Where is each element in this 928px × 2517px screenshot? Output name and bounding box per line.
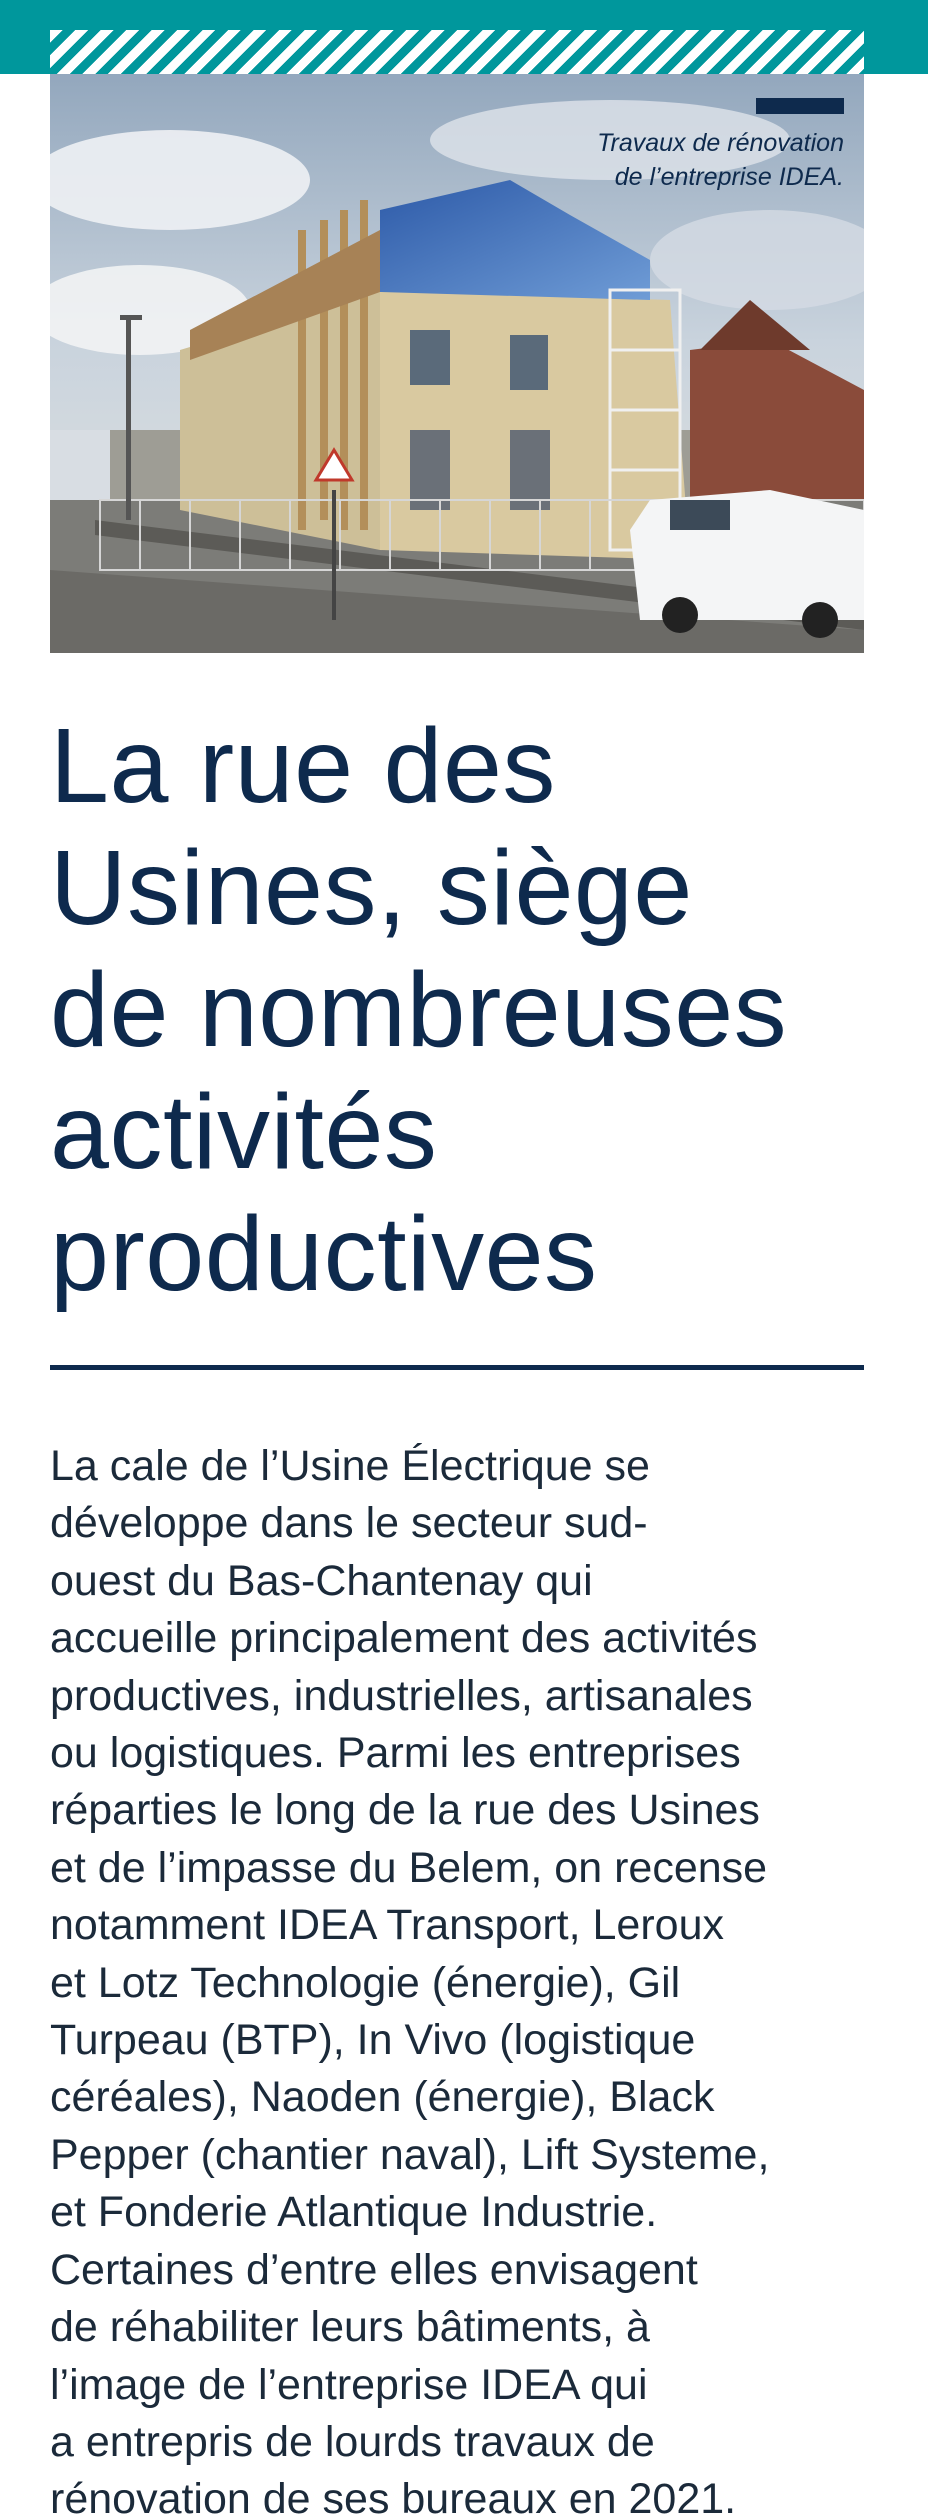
decorative-stripe-band	[50, 30, 864, 74]
title-line: productives	[50, 1195, 598, 1313]
body-line: Certaines d’entre elles envisagent	[50, 2245, 698, 2294]
body-line: ou logistiques. Parmi les entreprises	[50, 1729, 741, 1778]
body-line: et de l’impasse du Belem, on recense	[50, 1843, 768, 1892]
body-line: réparties le long de la rue des Usines	[50, 1786, 760, 1835]
body-line: Pepper (chantier naval), Lift Systeme,	[50, 2130, 770, 2179]
body-line: de réhabiliter leurs bâtiments, à	[50, 2303, 650, 2352]
body-line: céréales), Naoden (énergie), Black	[50, 2073, 715, 2122]
body-line: Turpeau (BTP), In Vivo (logistique	[50, 2016, 696, 2065]
title-line: de nombreuses	[50, 951, 788, 1069]
body-line: accueille principalement des activités	[50, 1614, 758, 1663]
body-line: l’image de l’entreprise IDEA qui	[50, 2360, 648, 2409]
title-line: La rue des	[50, 707, 556, 825]
caption-line: de l’entreprise IDEA.	[614, 163, 844, 191]
body-line: développe dans le secteur sud-	[50, 1499, 648, 1548]
title-line: activités	[50, 1073, 438, 1191]
caption-line: Travaux de rénovation	[597, 129, 844, 157]
body-line: productives, industrielles, artisanales	[50, 1671, 753, 1720]
body-line: rénovation de ses bureaux en 2021.	[50, 2475, 737, 2517]
article-title	[50, 705, 880, 1315]
body-line: et Lotz Technologie (énergie), Gil	[50, 1958, 681, 2007]
body-line: ouest du Bas-Chantenay qui	[50, 1556, 593, 1605]
title-line: Usines, siège	[50, 829, 693, 947]
body-line: a entrepris de lourds travaux de	[50, 2417, 655, 2466]
renovation-photo	[50, 30, 864, 653]
article-body	[50, 1438, 890, 2517]
body-line: notamment IDEA Transport, Leroux	[50, 1901, 724, 1950]
title-divider	[50, 1365, 864, 1370]
photo-caption	[504, 126, 844, 194]
caption-accent-bar	[756, 98, 844, 114]
body-line: La cale de l’Usine Électrique se	[50, 1442, 650, 1490]
body-line: et Fonderie Atlantique Industrie.	[50, 2188, 658, 2237]
renovation-photo-illustration	[50, 30, 864, 653]
